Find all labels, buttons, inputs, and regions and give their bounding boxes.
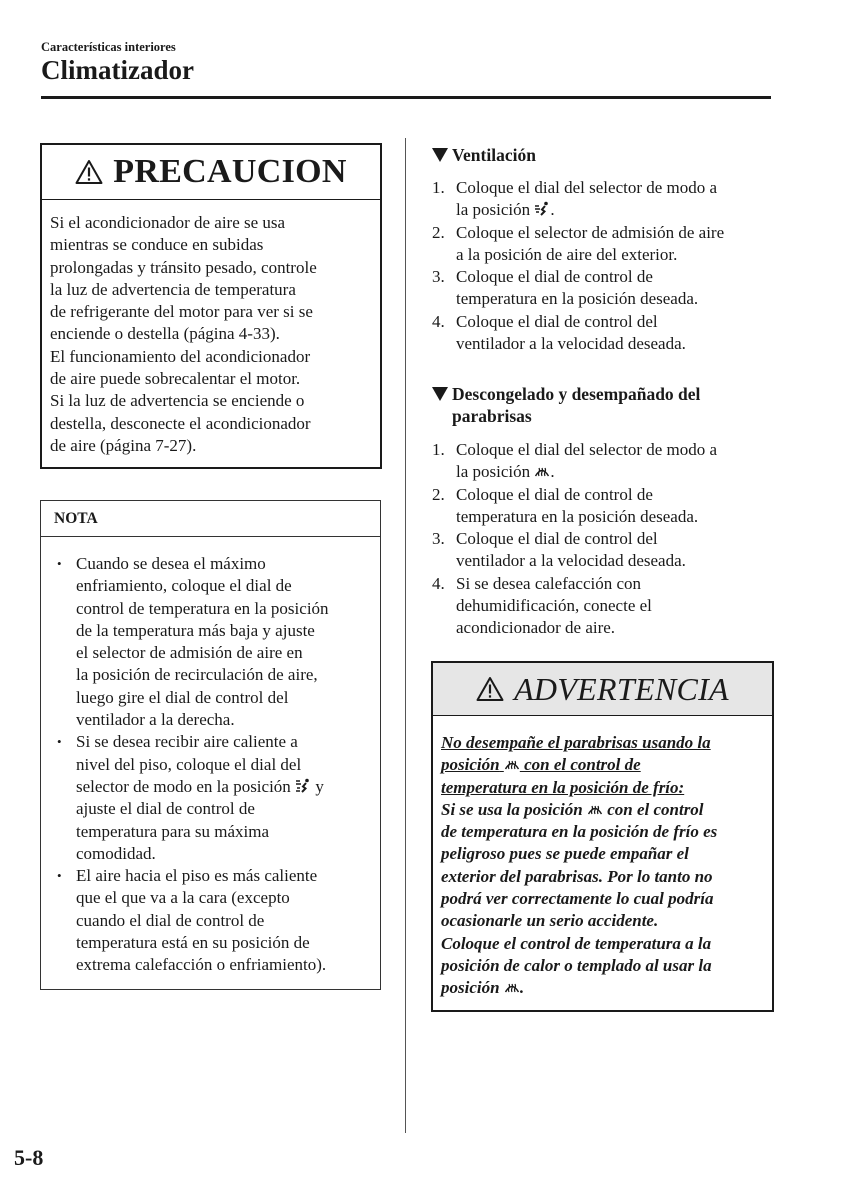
warning-line: de temperatura en la posición de frío es [441,822,718,842]
page-number: 5-8 [14,1145,44,1170]
warning-line: temperatura en la posición de frío: [441,777,685,797]
caution-line: de aire (página 7-27). [50,435,197,455]
warning-text: con el control de [519,755,641,775]
note-line: • Si se desea recibir aire caliente a [76,732,298,752]
step-number: 1. [432,440,445,459]
warning-line: Coloque el control de temperatura a la [441,933,712,953]
note-line [76,776,370,798]
warning-header [433,663,772,716]
caution-line: Si el acondicionador de aire se usa [50,213,286,232]
warning-line: posición de calor o templado al usar la [441,955,712,975]
defroster-mode-icon [587,801,603,817]
warning-title: ADVERTENCIA [514,670,729,707]
step-number: 2. [432,222,445,242]
heading-text: Ventilación [452,145,536,165]
note-line: temperatura para su máxima [76,821,270,841]
step-number: 1. [432,178,445,197]
step-line: ventilador a la velocidad deseada. [456,551,686,571]
caution-line: destella, desconecte el acondicionador [50,413,311,433]
step-item [432,311,777,356]
warning-line: ocasionarle un serio accidente. [441,911,659,931]
step-line: Si se desea calefacción con [456,573,642,593]
column-divider [405,138,406,1133]
step-line: temperatura en la posición deseada. [456,289,699,309]
step-number: 3. [432,529,445,549]
warning-triangle-icon [476,676,504,702]
step-line: Coloque el dial del selector de modo a [456,440,718,459]
warning-line: podrá ver correctamente lo cual podría [441,889,714,909]
step-line: dehumidificación, conecte el [456,596,652,616]
note-bullet [57,865,370,976]
note-line: temperatura está en su posición de [76,933,310,953]
ventilacion-heading [432,144,772,166]
step-text: . [550,462,555,482]
note-line: nivel del piso, coloque el dial del [76,754,302,774]
step-text: . [550,200,555,220]
step-line: Coloque el dial de control del [456,529,658,549]
step-item [432,439,777,484]
step-item [432,222,777,267]
warning-line: peligroso pues se puede empañar el [441,844,689,864]
warning-text: . [519,978,525,998]
ventilacion-steps [432,177,777,355]
triangle-bullet-icon [432,387,448,401]
heading-text [452,383,700,428]
step-number: 2. [432,484,445,504]
caution-line: la luz de advertencia de temperatura [50,279,296,299]
note-title: NOTA [41,501,380,537]
note-line: cuando el dial de control de [76,910,265,930]
step-line: acondicionador de aire. [456,618,616,638]
warning-text: Si se usa la posición [441,799,583,819]
caution-line: mientras se conduce en subidas [50,235,264,255]
caution-line: de aire puede sobrecalentar el motor. [50,369,301,389]
step-line: a la posición de aire del exterior. [456,244,678,264]
descongelado-heading [432,383,772,428]
section-label: Características interiores [41,40,176,54]
note-box [40,500,381,990]
step-line: Coloque el dial de control de [456,484,653,504]
note-bullet [57,731,370,865]
descongelado-steps [432,439,777,640]
warning-body [433,716,772,1010]
note-text: selector de modo en la posición [76,776,291,796]
caution-header [42,145,380,200]
face-vent-mode-icon [534,201,550,217]
step-line: ventilador a la velocidad deseada. [456,334,686,354]
note-line: el selector de admisión de aire en [76,643,303,663]
note-line: • Cuando se desea el máximo [76,554,266,573]
triangle-bullet-icon [432,148,448,162]
note-line: ajuste el dial de control de [76,799,255,819]
step-number: 4. [432,573,445,593]
warning-text: posición [441,978,500,998]
defroster-mode-icon [534,463,550,479]
warning-line: No desempañe el parabrisas usando la [441,733,711,752]
note-line: luego gire el dial de control del [76,687,289,707]
note-line: que el que va a la cara (excepto [76,888,290,908]
caution-body [42,200,380,467]
caution-line: prolongadas y tránsito pesado, controle [50,257,317,277]
step-line: temperatura en la posición deseada. [456,506,699,526]
step-line [456,461,777,483]
heading-line: parabrisas [452,406,532,427]
warning-line [441,754,764,776]
warning-line [441,799,764,821]
warning-triangle-icon [75,159,103,185]
note-line: ventilador a la derecha. [76,710,235,730]
note-line: la posición de recirculación de aire, [76,665,318,685]
defroster-mode-icon [504,756,520,772]
step-line [456,199,777,221]
step-line: Coloque el selector de admisión de aire [456,222,725,242]
step-item [432,528,777,573]
step-item [432,573,777,640]
note-list [41,537,380,989]
step-number: 4. [432,311,445,331]
defroster-mode-icon [504,979,520,995]
caution-box [40,143,382,469]
caution-line: Si la luz de advertencia se enciende o [50,391,305,411]
header-rule [41,96,771,99]
step-item [432,484,777,529]
caution-line: El funcionamiento del acondicionador [50,346,311,366]
caution-line: de refrigerante del motor para ver si se [50,302,313,322]
warning-box [431,661,774,1012]
note-line: de la temperatura más baja y ajuste [76,620,315,640]
floor-vent-mode-icon [295,778,311,794]
step-line: Coloque el dial de control de [456,267,653,287]
heading-line: Descongelado y desempañado del [452,384,701,404]
warning-text: con el control [602,799,704,819]
warning-line: exterior del parabrisas. Por lo tanto no [441,866,713,886]
note-line: enfriamiento, coloque el dial de [76,576,292,596]
warning-text: posición [441,755,500,775]
step-text: la posición [456,462,531,482]
step-item [432,266,777,311]
caution-title: PRECAUCION [113,153,347,190]
note-bullet [57,553,370,731]
step-line: Coloque el dial de control del [456,311,658,331]
note-line: • El aire hacia el piso es más caliente [76,866,318,886]
step-line: Coloque el dial del selector de modo a [456,178,718,197]
note-line: comodidad. [76,843,156,863]
warning-line [441,977,764,999]
note-line: extrema calefacción o enfriamiento). [76,955,327,975]
page-title: Climatizador [41,55,194,85]
step-number: 3. [432,267,445,287]
note-text: y [311,776,324,796]
note-line: control de temperatura en la posición [76,598,329,618]
step-text: la posición [456,200,531,220]
caution-line: enciende o destella (página 4-33). [50,324,280,344]
step-item [432,177,777,222]
